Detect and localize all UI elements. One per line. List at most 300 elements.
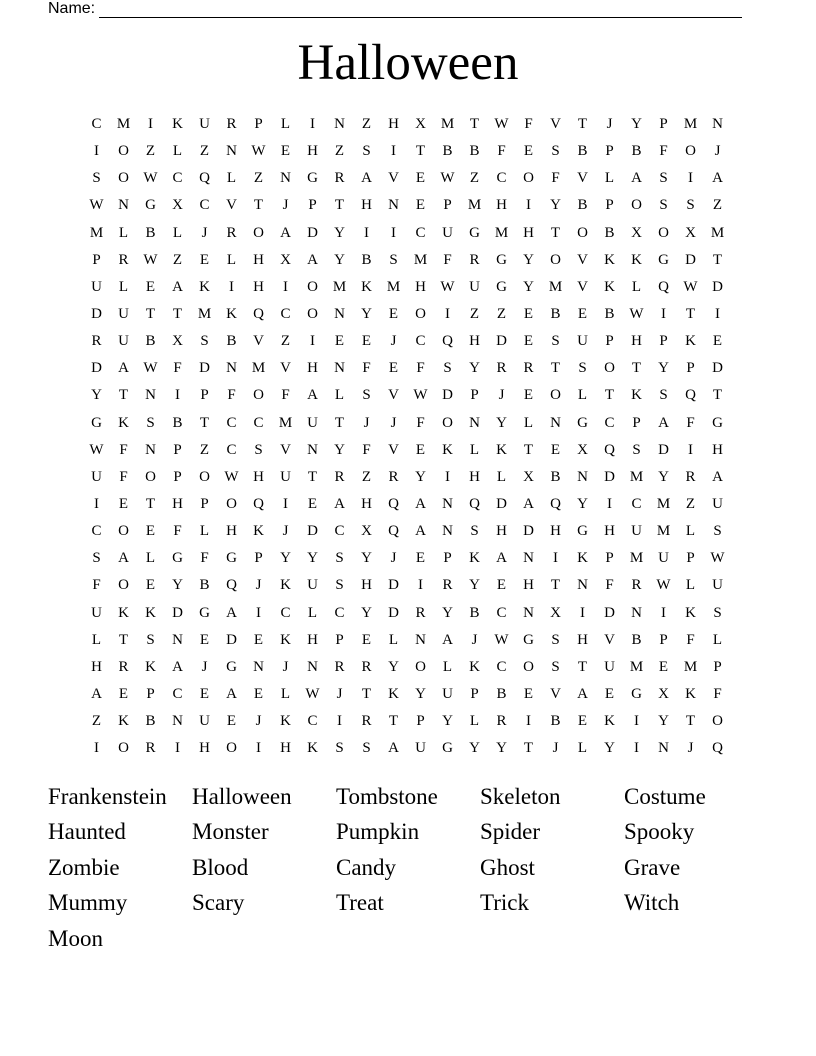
grid-letter[interactable]: N [550, 414, 561, 431]
grid-letter[interactable]: T [577, 658, 588, 675]
grid-letter[interactable]: B [577, 143, 588, 160]
grid-letter[interactable]: M [656, 496, 671, 513]
grid-letter[interactable]: H [415, 278, 426, 295]
grid-letter[interactable]: D [523, 523, 534, 540]
grid-letter[interactable]: S [146, 414, 155, 431]
grid-letter[interactable]: K [631, 387, 642, 404]
grid-letter[interactable]: Q [685, 387, 696, 404]
grid-letter[interactable]: N [334, 360, 345, 377]
grid-letter[interactable]: A [577, 686, 588, 703]
grid-letter[interactable]: U [280, 468, 291, 485]
grid-letter[interactable]: Q [712, 740, 723, 757]
grid-letter[interactable]: C [91, 116, 102, 133]
grid-letter[interactable]: C [604, 414, 615, 431]
grid-letter[interactable]: W [305, 686, 320, 703]
grid-letter[interactable]: H [523, 224, 534, 241]
grid-letter[interactable]: X [685, 224, 696, 241]
grid-letter[interactable]: G [199, 604, 210, 621]
grid-letter[interactable]: J [255, 577, 262, 594]
grid-letter[interactable]: Y [550, 197, 561, 214]
grid-letter[interactable]: N [469, 414, 480, 431]
grid-letter[interactable]: Y [91, 387, 102, 404]
grid-letter[interactable]: T [550, 577, 561, 594]
grid-letter[interactable]: L [118, 278, 129, 295]
grid-letter[interactable]: H [307, 360, 318, 377]
grid-letter[interactable]: W [251, 143, 266, 160]
grid-letter[interactable]: U [91, 468, 102, 485]
grid-letter[interactable]: N [415, 631, 426, 648]
grid-letter[interactable]: S [362, 143, 371, 160]
grid-letter[interactable]: K [118, 414, 129, 431]
grid-letter[interactable]: A [442, 631, 453, 648]
grid-letter[interactable]: Y [361, 550, 372, 567]
grid-letter[interactable]: R [91, 333, 102, 350]
grid-letter[interactable]: A [496, 550, 507, 567]
grid-letter[interactable]: N [442, 523, 453, 540]
grid-letter[interactable]: U [442, 224, 453, 241]
grid-letter[interactable]: R [334, 658, 345, 675]
grid-letter[interactable]: L [145, 550, 156, 567]
grid-letter[interactable]: Y [334, 224, 345, 241]
grid-letter[interactable]: T [712, 387, 723, 404]
grid-letter[interactable]: K [631, 251, 642, 268]
grid-letter[interactable]: P [605, 143, 614, 160]
grid-letter[interactable]: T [145, 496, 156, 513]
grid-letter[interactable]: F [497, 143, 506, 160]
grid-letter[interactable]: Z [280, 333, 291, 350]
grid-letter[interactable]: I [94, 740, 99, 757]
grid-letter[interactable]: H [253, 468, 264, 485]
grid-letter[interactable]: K [118, 713, 129, 730]
grid-letter[interactable]: Y [658, 713, 669, 730]
grid-letter[interactable]: E [415, 550, 426, 567]
grid-letter[interactable]: N [334, 306, 345, 323]
grid-letter[interactable]: Q [388, 496, 399, 513]
grid-letter[interactable]: W [629, 306, 644, 323]
grid-letter[interactable]: N [118, 197, 129, 214]
grid-letter[interactable]: P [416, 713, 425, 730]
grid-letter[interactable]: U [91, 278, 102, 295]
grid-letter[interactable]: T [118, 631, 129, 648]
grid-letter[interactable]: H [280, 740, 291, 757]
grid-letter[interactable]: R [496, 360, 507, 377]
grid-letter[interactable]: E [199, 251, 210, 268]
grid-letter[interactable]: Y [361, 604, 372, 621]
grid-letter[interactable]: F [119, 468, 128, 485]
grid-letter[interactable]: K [199, 278, 210, 295]
grid-letter[interactable]: N [577, 468, 588, 485]
grid-letter[interactable]: Z [334, 143, 345, 160]
grid-letter[interactable]: I [175, 740, 180, 757]
grid-letter[interactable]: W [710, 550, 725, 567]
grid-letter[interactable]: B [631, 631, 642, 648]
grid-letter[interactable]: K [685, 604, 696, 621]
grid-letter[interactable]: D [307, 224, 318, 241]
grid-letter[interactable]: K [280, 713, 291, 730]
grid-letter[interactable]: W [440, 278, 455, 295]
grid-letter[interactable]: S [578, 360, 587, 377]
grid-letter[interactable]: X [280, 251, 291, 268]
grid-letter[interactable]: P [173, 441, 182, 458]
grid-letter[interactable]: M [386, 278, 401, 295]
grid-letter[interactable]: E [388, 306, 399, 323]
grid-letter[interactable]: O [307, 278, 318, 295]
grid-letter[interactable]: K [685, 686, 696, 703]
grid-letter[interactable]: J [363, 414, 370, 431]
grid-letter[interactable]: L [469, 441, 480, 458]
grid-letter[interactable]: A [631, 170, 642, 187]
grid-letter[interactable]: T [550, 224, 561, 241]
grid-letter[interactable]: K [388, 686, 399, 703]
grid-letter[interactable]: J [282, 197, 289, 214]
grid-letter[interactable]: N [145, 387, 156, 404]
grid-letter[interactable]: E [577, 713, 588, 730]
grid-letter[interactable]: U [469, 278, 480, 295]
grid-letter[interactable]: P [605, 197, 614, 214]
grid-letter[interactable]: V [388, 170, 399, 187]
grid-letter[interactable]: O [550, 251, 561, 268]
grid-letter[interactable]: A [415, 523, 426, 540]
grid-letter[interactable]: V [280, 360, 291, 377]
grid-letter[interactable]: I [715, 306, 720, 323]
grid-letter[interactable]: K [280, 631, 291, 648]
grid-letter[interactable]: B [550, 713, 561, 730]
grid-letter[interactable]: M [683, 658, 698, 675]
grid-letter[interactable]: N [577, 577, 588, 594]
grid-letter[interactable]: A [226, 686, 237, 703]
grid-letter[interactable]: F [92, 577, 101, 594]
grid-letter[interactable]: P [173, 468, 182, 485]
grid-letter[interactable]: A [172, 658, 183, 675]
grid-letter[interactable]: N [307, 658, 318, 675]
grid-letter[interactable]: J [471, 631, 478, 648]
grid-letter[interactable]: O [523, 658, 534, 675]
grid-letter[interactable]: M [116, 116, 131, 133]
grid-letter[interactable]: I [580, 604, 585, 621]
grid-letter[interactable]: S [335, 740, 344, 757]
grid-letter[interactable]: W [494, 116, 509, 133]
grid-letter[interactable]: L [226, 170, 237, 187]
grid-letter[interactable]: E [118, 686, 129, 703]
grid-letter[interactable]: B [604, 306, 615, 323]
grid-letter[interactable]: T [415, 143, 426, 160]
grid-letter[interactable]: Z [496, 306, 507, 323]
grid-letter[interactable]: L [685, 523, 696, 540]
grid-letter[interactable]: C [496, 604, 507, 621]
grid-letter[interactable]: W [413, 387, 428, 404]
grid-letter[interactable]: U [199, 116, 210, 133]
grid-letter[interactable]: N [712, 116, 723, 133]
grid-letter[interactable]: B [550, 468, 561, 485]
grid-letter[interactable]: Q [253, 306, 264, 323]
grid-letter[interactable]: K [145, 604, 156, 621]
grid-letter[interactable]: J [282, 523, 289, 540]
grid-letter[interactable]: W [656, 577, 671, 594]
grid-letter[interactable]: R [415, 604, 426, 621]
grid-letter[interactable]: Y [658, 468, 669, 485]
grid-letter[interactable]: M [629, 468, 644, 485]
grid-letter[interactable]: Y [469, 360, 480, 377]
grid-letter[interactable]: N [388, 197, 399, 214]
grid-letter[interactable]: Z [712, 197, 723, 214]
grid-letter[interactable]: S [686, 197, 695, 214]
grid-letter[interactable]: G [577, 414, 588, 431]
grid-letter[interactable]: F [686, 414, 695, 431]
grid-letter[interactable]: G [523, 631, 534, 648]
grid-letter[interactable]: E [199, 631, 210, 648]
grid-letter[interactable]: K [469, 658, 480, 675]
grid-letter[interactable]: E [253, 686, 264, 703]
grid-letter[interactable]: N [226, 143, 237, 160]
grid-letter[interactable]: N [307, 441, 318, 458]
grid-letter[interactable]: M [467, 197, 482, 214]
name-blank-line[interactable] [99, 3, 742, 18]
grid-letter[interactable]: T [685, 713, 696, 730]
grid-letter[interactable]: T [631, 360, 642, 377]
grid-letter[interactable]: K [253, 523, 264, 540]
grid-letter[interactable]: C [226, 441, 237, 458]
grid-letter[interactable]: L [577, 740, 588, 757]
grid-letter[interactable]: M [197, 306, 212, 323]
grid-letter[interactable]: Y [604, 740, 615, 757]
grid-letter[interactable]: O [226, 740, 237, 757]
grid-letter[interactable]: L [172, 224, 183, 241]
grid-letter[interactable]: F [659, 143, 668, 160]
grid-letter[interactable]: O [199, 468, 210, 485]
grid-letter[interactable]: L [172, 143, 183, 160]
grid-letter[interactable]: E [280, 143, 291, 160]
grid-letter[interactable]: L [496, 468, 507, 485]
grid-letter[interactable]: M [413, 251, 428, 268]
grid-letter[interactable]: K [604, 278, 615, 295]
grid-letter[interactable]: V [253, 333, 264, 350]
grid-letter[interactable]: E [145, 523, 156, 540]
grid-letter[interactable]: E [145, 278, 156, 295]
grid-letter[interactable]: M [683, 116, 698, 133]
grid-letter[interactable]: F [416, 414, 425, 431]
grid-letter[interactable]: U [415, 740, 426, 757]
grid-letter[interactable]: O [118, 523, 129, 540]
grid-letter[interactable]: R [361, 658, 372, 675]
grid-letter[interactable]: S [551, 658, 560, 675]
grid-letter[interactable]: X [172, 333, 183, 350]
grid-letter[interactable]: H [469, 333, 480, 350]
grid-letter[interactable]: M [656, 523, 671, 540]
grid-letter[interactable]: I [337, 713, 342, 730]
grid-letter[interactable]: Y [415, 686, 426, 703]
grid-letter[interactable]: F [605, 577, 614, 594]
grid-letter[interactable]: P [659, 631, 668, 648]
grid-letter[interactable]: J [498, 387, 505, 404]
grid-letter[interactable]: E [415, 197, 426, 214]
grid-letter[interactable]: G [658, 251, 669, 268]
grid-letter[interactable]: I [634, 713, 639, 730]
grid-letter[interactable]: M [251, 360, 266, 377]
grid-letter[interactable]: E [118, 496, 129, 513]
grid-letter[interactable]: O [118, 143, 129, 160]
grid-letter[interactable]: I [688, 170, 693, 187]
grid-letter[interactable]: O [118, 577, 129, 594]
grid-letter[interactable]: S [254, 441, 263, 458]
grid-letter[interactable]: Z [361, 468, 372, 485]
grid-letter[interactable]: E [523, 333, 534, 350]
grid-letter[interactable]: R [388, 468, 399, 485]
grid-letter[interactable]: Y [388, 658, 399, 675]
grid-letter[interactable]: E [334, 333, 345, 350]
grid-letter[interactable]: L [604, 170, 615, 187]
grid-letter[interactable]: O [523, 170, 534, 187]
grid-letter[interactable]: R [334, 170, 345, 187]
grid-letter[interactable]: M [494, 224, 509, 241]
grid-letter[interactable]: O [253, 224, 264, 241]
grid-letter[interactable]: Q [226, 577, 237, 594]
grid-letter[interactable]: V [280, 441, 291, 458]
grid-letter[interactable]: Z [253, 170, 264, 187]
grid-letter[interactable]: E [658, 658, 669, 675]
grid-letter[interactable]: Z [172, 251, 183, 268]
grid-letter[interactable]: N [226, 360, 237, 377]
grid-letter[interactable]: Z [469, 170, 480, 187]
grid-letter[interactable]: D [172, 604, 183, 621]
grid-letter[interactable]: I [364, 224, 369, 241]
grid-letter[interactable]: R [496, 713, 507, 730]
grid-letter[interactable]: E [145, 577, 156, 594]
grid-letter[interactable]: L [280, 116, 291, 133]
grid-letter[interactable]: H [361, 496, 372, 513]
grid-letter[interactable]: B [604, 224, 615, 241]
grid-letter[interactable]: Y [496, 414, 507, 431]
grid-letter[interactable]: Q [199, 170, 210, 187]
grid-letter[interactable]: F [200, 550, 209, 567]
grid-letter[interactable]: M [548, 278, 563, 295]
grid-letter[interactable]: I [418, 577, 423, 594]
grid-letter[interactable]: F [173, 360, 182, 377]
grid-letter[interactable]: Y [334, 441, 345, 458]
grid-letter[interactable]: J [201, 658, 208, 675]
grid-letter[interactable]: I [310, 333, 315, 350]
grid-letter[interactable]: V [604, 631, 615, 648]
grid-letter[interactable]: O [118, 740, 129, 757]
grid-letter[interactable]: M [629, 550, 644, 567]
grid-letter[interactable]: E [523, 306, 534, 323]
grid-letter[interactable]: N [523, 604, 534, 621]
grid-letter[interactable]: D [91, 306, 102, 323]
grid-letter[interactable]: F [416, 360, 425, 377]
grid-letter[interactable]: L [685, 577, 696, 594]
grid-letter[interactable]: T [604, 387, 615, 404]
grid-letter[interactable]: C [415, 224, 426, 241]
grid-letter[interactable]: U [118, 333, 129, 350]
grid-letter[interactable]: E [523, 143, 534, 160]
grid-letter[interactable]: T [145, 306, 156, 323]
grid-letter[interactable]: W [683, 278, 698, 295]
grid-letter[interactable]: L [226, 251, 237, 268]
grid-letter[interactable]: D [604, 604, 615, 621]
grid-letter[interactable]: A [118, 550, 129, 567]
grid-letter[interactable]: P [659, 333, 668, 350]
grid-letter[interactable]: D [496, 333, 507, 350]
grid-letter[interactable]: M [710, 224, 725, 241]
grid-letter[interactable]: E [523, 387, 534, 404]
grid-letter[interactable]: Y [334, 251, 345, 268]
grid-letter[interactable]: C [280, 306, 291, 323]
grid-letter[interactable]: P [605, 333, 614, 350]
grid-letter[interactable]: O [118, 170, 129, 187]
grid-letter[interactable]: W [224, 468, 239, 485]
grid-letter[interactable]: T [361, 686, 372, 703]
grid-letter[interactable]: E [523, 686, 534, 703]
grid-letter[interactable]: O [307, 306, 318, 323]
grid-letter[interactable]: S [389, 251, 398, 268]
grid-letter[interactable]: B [172, 414, 183, 431]
grid-letter[interactable]: K [226, 306, 237, 323]
grid-letter[interactable]: Y [172, 577, 183, 594]
grid-letter[interactable]: M [89, 224, 104, 241]
grid-letter[interactable]: B [145, 713, 156, 730]
grid-letter[interactable]: A [388, 740, 399, 757]
grid-letter[interactable]: I [634, 740, 639, 757]
grid-letter[interactable]: H [604, 523, 615, 540]
grid-letter[interactable]: I [175, 387, 180, 404]
grid-letter[interactable]: N [172, 631, 183, 648]
grid-letter[interactable]: E [496, 577, 507, 594]
grid-letter[interactable]: U [307, 414, 318, 431]
grid-letter[interactable]: U [658, 550, 669, 567]
grid-letter[interactable]: V [577, 170, 588, 187]
grid-letter[interactable]: I [283, 496, 288, 513]
grid-letter[interactable]: T [253, 197, 264, 214]
grid-letter[interactable]: B [577, 197, 588, 214]
grid-letter[interactable]: S [146, 631, 155, 648]
grid-letter[interactable]: Z [199, 143, 210, 160]
grid-letter[interactable]: O [415, 306, 426, 323]
grid-letter[interactable]: A [307, 251, 318, 268]
grid-letter[interactable]: E [307, 496, 318, 513]
grid-letter[interactable]: K [307, 740, 318, 757]
grid-letter[interactable]: P [443, 197, 452, 214]
grid-letter[interactable]: H [361, 577, 372, 594]
grid-letter[interactable]: X [172, 197, 183, 214]
grid-letter[interactable]: T [685, 306, 696, 323]
grid-letter[interactable]: B [469, 604, 480, 621]
grid-letter[interactable]: H [712, 441, 723, 458]
grid-letter[interactable]: B [442, 143, 453, 160]
grid-letter[interactable]: P [92, 251, 101, 268]
grid-letter[interactable]: E [712, 333, 723, 350]
grid-letter[interactable]: T [199, 414, 210, 431]
grid-letter[interactable]: H [631, 333, 642, 350]
grid-letter[interactable]: G [442, 740, 453, 757]
grid-letter[interactable]: J [714, 143, 721, 160]
grid-letter[interactable]: Z [685, 496, 696, 513]
grid-letter[interactable]: R [118, 251, 129, 268]
grid-letter[interactable]: L [91, 631, 102, 648]
grid-letter[interactable]: C [334, 604, 345, 621]
grid-letter[interactable]: I [661, 604, 666, 621]
grid-letter[interactable]: I [445, 306, 450, 323]
grid-letter[interactable]: U [199, 713, 210, 730]
grid-letter[interactable]: H [307, 143, 318, 160]
grid-letter[interactable]: I [391, 143, 396, 160]
grid-letter[interactable]: K [604, 713, 615, 730]
grid-letter[interactable]: D [199, 360, 210, 377]
grid-letter[interactable]: A [712, 468, 723, 485]
grid-letter[interactable]: G [496, 278, 507, 295]
grid-letter[interactable]: O [631, 197, 642, 214]
grid-letter[interactable]: R [334, 468, 345, 485]
grid-letter[interactable]: G [496, 251, 507, 268]
grid-letter[interactable]: E [361, 631, 372, 648]
